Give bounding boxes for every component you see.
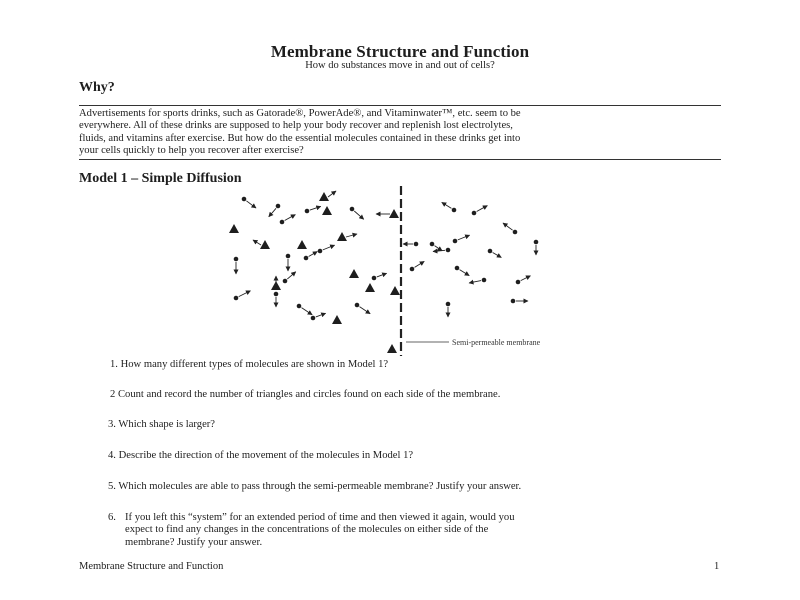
motion-arrow bbox=[301, 308, 312, 315]
triangle-molecule bbox=[260, 240, 270, 249]
question-4 bbox=[108, 450, 413, 462]
triangle-molecule bbox=[229, 224, 239, 233]
why-line: everywhere. All of these drinks are supposed to help your body recover and replenish lost electrolytes, bbox=[79, 120, 513, 132]
circle-molecule bbox=[242, 197, 247, 202]
triangle-molecule bbox=[322, 206, 332, 215]
triangle-molecule bbox=[387, 344, 397, 353]
motion-arrow bbox=[287, 272, 296, 279]
triangle-molecule bbox=[349, 269, 359, 278]
motion-arrow bbox=[239, 291, 251, 297]
motion-arrow bbox=[246, 201, 256, 208]
model-heading: Model 1 – Simple Diffusion bbox=[79, 171, 242, 186]
circle-molecule bbox=[286, 254, 291, 259]
question-number: 6. bbox=[108, 512, 116, 523]
question-1 bbox=[110, 359, 388, 371]
circle-molecule bbox=[446, 248, 451, 253]
question-3 bbox=[108, 419, 215, 431]
motion-arrow bbox=[503, 223, 513, 230]
triangle-molecule bbox=[297, 240, 307, 249]
circle-molecule bbox=[304, 256, 309, 261]
circle-molecule bbox=[534, 240, 539, 245]
question-2 bbox=[110, 389, 500, 401]
circle-molecule bbox=[513, 230, 518, 235]
triangle-molecule bbox=[337, 232, 347, 241]
motion-arrow bbox=[354, 211, 364, 219]
circle-molecule bbox=[410, 267, 415, 272]
triangle-molecule bbox=[319, 192, 329, 201]
circle-molecule bbox=[511, 299, 516, 304]
circle-molecule bbox=[318, 249, 323, 254]
circle-molecule bbox=[276, 204, 281, 209]
question-number: 2 bbox=[110, 389, 116, 400]
motion-arrow bbox=[323, 245, 335, 250]
question-text: Which shape is larger? bbox=[118, 419, 216, 430]
circle-molecule bbox=[350, 207, 355, 212]
motion-arrow bbox=[434, 246, 442, 251]
page-title: Membrane Structure and Function bbox=[270, 42, 530, 61]
question-5 bbox=[108, 481, 521, 493]
circle-molecule bbox=[234, 257, 239, 262]
why-heading: Why? bbox=[79, 80, 115, 95]
circle-molecule bbox=[280, 220, 285, 225]
motion-arrow bbox=[493, 252, 502, 257]
question-text: Count and record the number of triangles and circles found on each side of the membrane. bbox=[117, 389, 501, 400]
circle-molecule bbox=[430, 242, 435, 247]
question-6 bbox=[108, 512, 515, 549]
motion-arrow bbox=[346, 234, 357, 237]
motion-arrow bbox=[377, 273, 387, 277]
circle-molecule bbox=[488, 249, 493, 254]
circle-molecule bbox=[274, 292, 279, 297]
question-number: 3. bbox=[108, 419, 116, 430]
circle-molecule bbox=[305, 209, 310, 214]
circle-molecule bbox=[446, 302, 451, 307]
question-number: 5. bbox=[108, 481, 116, 492]
why-line: your cells quickly to help you recover after exercise? bbox=[79, 144, 304, 156]
why-line: fluids, and vitamins after exercise. But how do the essential molecules contained in these drinks get into bbox=[79, 132, 521, 144]
motion-arrow bbox=[460, 270, 470, 276]
motion-arrow bbox=[310, 206, 321, 210]
motion-arrow bbox=[477, 206, 488, 212]
motion-arrow bbox=[285, 215, 296, 221]
motion-arrow bbox=[469, 281, 481, 283]
triangle-molecule bbox=[332, 315, 342, 324]
motion-arrow bbox=[253, 240, 261, 245]
circle-molecule bbox=[297, 304, 302, 309]
motion-arrow bbox=[359, 307, 370, 314]
why-line: Advertisements for sports drinks, such as Gatorade®, PowerAde®, and Vitaminwater™, etc. seem to be bbox=[79, 108, 521, 119]
motion-arrow bbox=[442, 202, 452, 208]
circle-molecule bbox=[472, 211, 477, 216]
circle-molecule bbox=[311, 316, 316, 321]
triangle-molecule bbox=[390, 286, 400, 295]
circle-molecule bbox=[372, 276, 377, 281]
question-text: Describe the direction of the movement of the molecules in Model 1? bbox=[118, 450, 414, 461]
circle-molecule bbox=[414, 242, 419, 247]
motion-arrow bbox=[328, 191, 336, 197]
motion-arrow bbox=[433, 250, 445, 251]
motion-arrow bbox=[415, 261, 425, 267]
motion-arrow bbox=[316, 313, 326, 317]
membrane-label: Semi-permeable membrane bbox=[452, 338, 541, 347]
circle-molecule bbox=[355, 303, 360, 308]
molecules bbox=[229, 191, 538, 353]
question-number: 4. bbox=[108, 450, 116, 461]
question-number: 1. bbox=[110, 359, 118, 370]
motion-arrow bbox=[521, 276, 531, 281]
motion-arrow bbox=[269, 208, 276, 217]
page-subtitle: How do substances move in and out of cells? bbox=[305, 60, 495, 71]
motion-arrow bbox=[458, 235, 470, 240]
question-text: How many different types of molecules are shown in Model 1? bbox=[120, 359, 389, 370]
footer-title: Membrane Structure and Function bbox=[79, 561, 224, 572]
circle-molecule bbox=[453, 239, 458, 244]
question-text-line: expect to find any changes in the concentrations of the molecules on either side of the bbox=[125, 524, 489, 536]
circle-molecule bbox=[516, 280, 521, 285]
question-text-line: If you left this “system” for an extended period of time and then viewed it again, would you bbox=[125, 512, 515, 523]
circle-molecule bbox=[482, 278, 487, 283]
triangle-molecule bbox=[365, 283, 375, 292]
circle-molecule bbox=[283, 279, 288, 284]
circle-molecule bbox=[234, 296, 239, 301]
page-number: 1 bbox=[714, 561, 720, 572]
circle-molecule bbox=[452, 208, 457, 213]
question-text-line: membrane? Justify your answer. bbox=[125, 536, 263, 548]
motion-arrow bbox=[309, 252, 318, 257]
circle-molecule bbox=[455, 266, 460, 271]
question-text: Which molecules are able to pass through the semi-permeable membrane? Justify your answer. bbox=[118, 481, 522, 492]
triangle-molecule bbox=[389, 209, 399, 218]
